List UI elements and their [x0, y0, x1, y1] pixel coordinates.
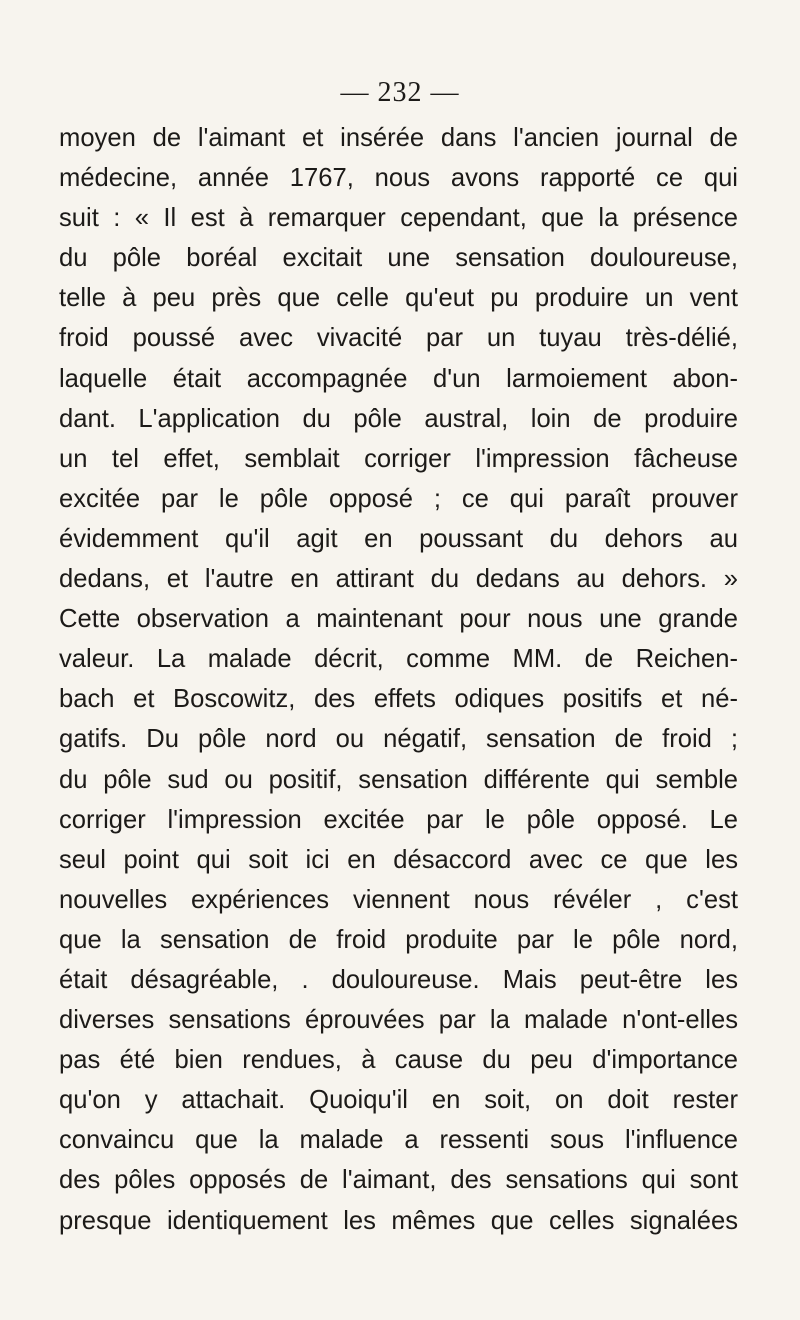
text-line: excitée par le pôle opposé ; ce qui paraît prouver	[59, 484, 738, 513]
text-line: dant. L'application du pôle austral, loin de produire	[59, 404, 738, 433]
text-line: suit : « Il est à remarquer cependant, que la présence	[59, 204, 738, 233]
text-line: du pôle boréal excitait une sensation douloureuse,	[59, 244, 738, 273]
text-line: qu'on y attachait. Quoiqu'il en soit, on doit rester	[59, 1086, 738, 1115]
text-line: un tel effet, semblait corriger l'impression fâcheuse	[59, 444, 738, 473]
text-line: convaincu que la malade a ressenti sous l'influence	[59, 1126, 738, 1155]
text-line: pas été bien rendues, à cause du peu d'importance	[59, 1046, 738, 1075]
body-text	[59, 118, 738, 1241]
text-line: valeur. La malade décrit, comme MM. de Reichen-	[59, 645, 738, 674]
text-line: corriger l'impression excitée par le pôle opposé. Le	[59, 805, 738, 834]
text-line: était désagréable, . douloureuse. Mais peut-être les	[59, 965, 738, 994]
text-line: médecine, année 1767, nous avons rapporté ce qui	[59, 164, 738, 193]
text-line: gatifs. Du pôle nord ou négatif, sensation de froid ;	[59, 725, 738, 754]
page-number: — 232 —	[340, 77, 460, 108]
text-line: nouvelles expériences viennent nous révéler , c'est	[59, 885, 738, 914]
text-line: presque identiquement les mêmes que celles signalées	[59, 1206, 738, 1235]
text-line: bach et Boscowitz, des effets odiques positifs et né-	[59, 685, 738, 714]
text-line: Cette observation a maintenant pour nous une grande	[59, 605, 738, 634]
text-line: telle à peu près que celle qu'eut pu produire un vent	[59, 284, 738, 313]
text-line: seul point qui soit ici en désaccord avec ce que les	[59, 845, 738, 874]
text-line: laquelle était accompagnée d'un larmoiement abon-	[59, 364, 738, 393]
text-line: que la sensation de froid produite par le pôle nord,	[59, 925, 738, 954]
text-line: dedans, et l'autre en attirant du dedans au dehors. »	[59, 565, 738, 594]
text-line: évidemment qu'il agit en poussant du dehors au	[59, 524, 738, 553]
text-line: du pôle sud ou positif, sensation différente qui semble	[59, 765, 738, 794]
text-line: des pôles opposés de l'aimant, des sensations qui sont	[59, 1166, 738, 1195]
text-line: diverses sensations éprouvées par la malade n'ont-elles	[59, 1006, 738, 1035]
text-line: moyen de l'aimant et insérée dans l'ancien journal de	[59, 124, 738, 152]
text-line: froid poussé avec vivacité par un tuyau très-délié,	[59, 324, 738, 353]
